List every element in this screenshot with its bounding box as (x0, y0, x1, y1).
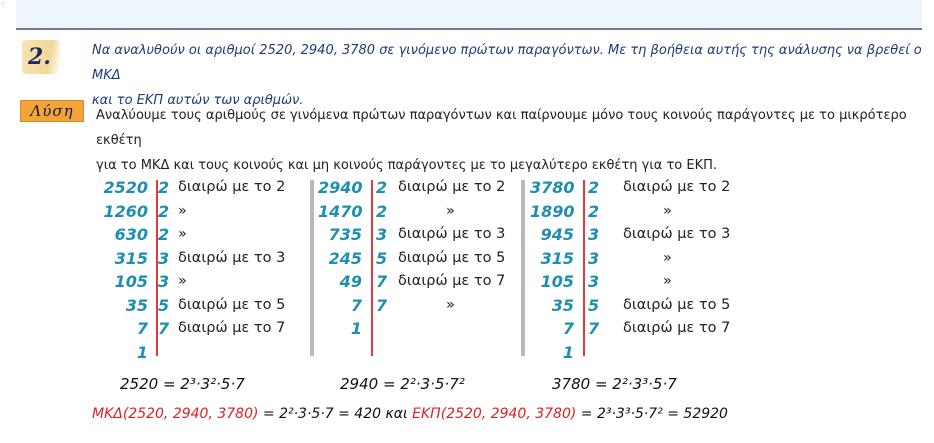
division-note: διαιρώ με το 2 (623, 179, 731, 195)
exercise-question (92, 38, 922, 113)
division-note: διαιρώ με το 2 (398, 179, 506, 195)
prime-factor: 3 (588, 225, 600, 244)
divider-grey-2 (521, 180, 525, 356)
prime-factor: 3 (588, 272, 600, 291)
dividend: 7 (350, 295, 362, 315)
dividend: 49 (339, 272, 362, 291)
prime-factor: 2 (158, 201, 170, 221)
dividend: 1260 (103, 201, 148, 221)
divider-red-3 (583, 180, 585, 356)
dividend: 3780 (530, 178, 575, 197)
divider-red-1 (156, 180, 158, 356)
prime-factor: 7 (158, 319, 170, 338)
dividend: 2520 (103, 178, 148, 197)
solution-badge: Λύση (20, 100, 84, 122)
prime-factor: 2 (158, 178, 170, 197)
prime-factor: 7 (376, 272, 388, 291)
prime-factor: 7 (588, 319, 600, 338)
prime-factor: 2 (588, 201, 600, 221)
dividend: 945 (540, 225, 574, 244)
prime-factor: 3 (158, 248, 170, 268)
question-line-1: Να αναλυθούν οι αριθμοί 2520, 2940, 3780 σε γινόμενο πρώτων παραγόντων. Με τη βοήθεια αυτής της ανάλυσης να βρεθεί ο ΜΚΔ (92, 43, 922, 83)
division-note: διαιρώ με το 2 (178, 179, 286, 195)
dividend: 2940 (318, 178, 363, 197)
prime-factor: 5 (376, 248, 388, 268)
dividend: 1470 (318, 201, 363, 221)
lcm-value: = 2³·3³·5·7² = 52920 (576, 406, 728, 422)
division-note: διαιρώ με το 7 (623, 320, 731, 336)
gcd-value: = 2²·3·5·7 = 420 και (258, 406, 413, 422)
division-note: διαιρώ με το 3 (623, 226, 731, 242)
intro-line-2: για το ΜΚΔ και τους κοινούς και μη κοινούς παράγοντες με το μεγαλύτερο εκθέτη για το ΕΚΠ. (96, 158, 718, 173)
final-result (92, 406, 728, 422)
divider-grey-1 (310, 180, 314, 356)
question-line-2: και το ΕΚΠ αυτών των αριθμών. (92, 93, 304, 108)
prime-factor: 2 (588, 178, 600, 197)
division-note: » (178, 202, 187, 219)
dividend: 105 (114, 272, 148, 291)
dividend: 315 (540, 248, 574, 268)
dividend: 630 (114, 225, 148, 244)
dividend: 7 (136, 319, 148, 338)
prime-factor: 2 (158, 225, 170, 244)
dividend: 315 (114, 248, 148, 268)
division-note: διαιρώ με το 5 (398, 249, 506, 266)
prime-factor: 3 (376, 225, 388, 244)
division-note: διαιρώ με το 7 (398, 273, 506, 289)
dividend: 105 (540, 272, 574, 291)
division-note: διαιρώ με το 5 (623, 296, 731, 313)
prime-factor: 5 (158, 295, 170, 315)
division-note: » (446, 296, 455, 313)
intro-line-1: Αναλύουμε τους αριθμούς σε γινόμενα πρώτων παραγόντων και παίρνουμε μόνο τους κοινούς παράγοντες με το μικρότερο εκθέτη (96, 108, 907, 148)
division-note: διαιρώ με το 3 (398, 226, 506, 242)
dividend: 35 (551, 295, 574, 315)
division-note: » (663, 202, 672, 219)
prime-factor: 7 (376, 295, 388, 315)
division-note: » (178, 273, 187, 289)
gcd-label: ΜΚΔ(2520, 2940, 3780) (92, 406, 259, 422)
prime-factor: 2 (376, 201, 388, 221)
division-note: » (663, 273, 672, 289)
prime-factor: 3 (158, 272, 170, 291)
prime-factor: 2 (376, 178, 388, 197)
dividend: 1890 (530, 201, 575, 221)
division-note: διαιρώ με το 7 (178, 320, 286, 336)
exercise-number: 2. (22, 40, 60, 74)
division-note: » (663, 249, 672, 266)
division-note: » (446, 202, 455, 219)
corner-mark: ⁘ (0, 0, 6, 8)
dividend: 735 (328, 225, 362, 244)
equation-2520: 2520 = 2³·3²·5·7 (120, 375, 245, 393)
division-note: διαιρώ με το 3 (178, 249, 286, 266)
equation-2940: 2940 = 2²·3·5·7² (340, 375, 465, 393)
dividend: 1 (350, 319, 362, 338)
division-note: » (178, 226, 187, 242)
dividend: 1 (562, 342, 574, 362)
dividend: 7 (562, 319, 574, 338)
solution-intro (96, 103, 922, 178)
top-band (16, 0, 922, 30)
prime-factor: 5 (588, 295, 600, 315)
divider-red-2 (371, 180, 373, 356)
dividend: 35 (125, 295, 148, 315)
equation-3780: 3780 = 2²·3³·5·7 (552, 375, 677, 393)
prime-factor: 3 (588, 248, 600, 268)
lcm-label: ΕΚΠ(2520, 2940, 3780) (412, 406, 577, 422)
division-note: διαιρώ με το 5 (178, 296, 286, 313)
dividend: 1 (136, 342, 148, 362)
dividend: 245 (328, 248, 362, 268)
